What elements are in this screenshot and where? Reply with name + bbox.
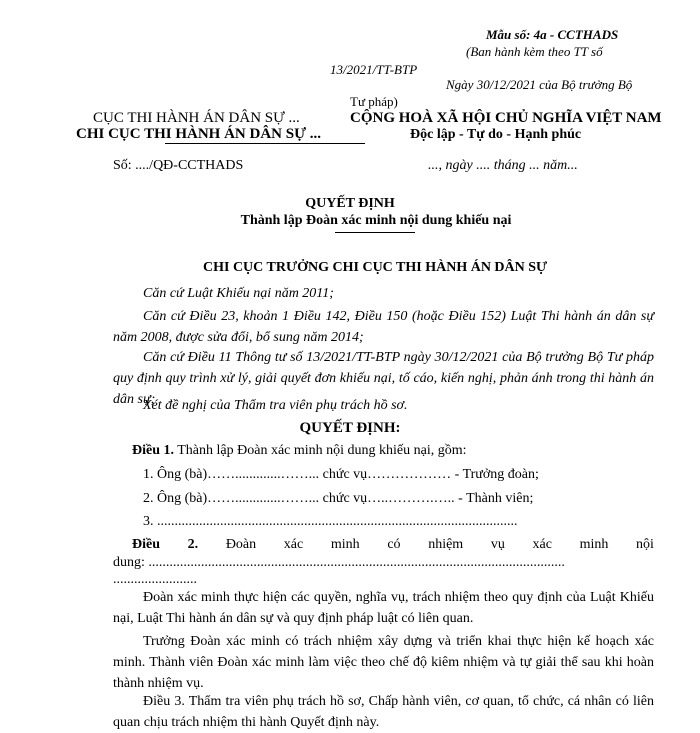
basis-4: Xét đề nghị của Thẩm tra viên phụ trách hồ sơ. — [143, 398, 408, 413]
subtitle-underline — [335, 232, 415, 233]
document-subtitle: Thành lập Đoàn xác minh nội dung khiếu nại — [240, 213, 512, 228]
document-title: QUYẾT ĐỊNH — [305, 196, 395, 211]
basis-2: Căn cứ Điều 23, khoản 1 Điều 142, Điều 150 (hoặc Điều 152) Luật Thi hành án dân sự năm 2008, được sửa đổi, bổ sung năm 2014; — [113, 309, 654, 345]
issuing-authority: CHI CỤC TRƯỞNG CHI CỤC THI HÀNH ÁN DÂN SỰ — [203, 260, 548, 275]
article-2-word: nội — [636, 537, 654, 552]
agency-line2: CHI CỤC THI HÀNH ÁN DÂN SỰ ... — [76, 126, 322, 142]
agency-underline — [165, 143, 365, 144]
article-2-word: minh — [330, 537, 360, 552]
article-2-line3: ........................ — [113, 572, 197, 587]
member-2: 2. Ông (bà)…….............……... chức vụ…..……….….. - Thành viên; — [143, 491, 534, 506]
issued-by-line2: Ngày 30/12/2021 của Bộ trưởng Bộ — [446, 77, 633, 92]
article-2-word: 2. — [187, 537, 199, 552]
form-number: Mẫu số: 4a - CCTHADS — [486, 27, 619, 42]
article-2-first-line — [132, 537, 654, 553]
agency-line1: CỤC THI HÀNH ÁN DÂN SỰ ... — [93, 110, 300, 126]
article-2-word: có — [387, 537, 401, 552]
decision-heading: QUYẾT ĐỊNH: — [299, 420, 401, 436]
national-title: CỘNG HOÀ XÃ HỘI CHỦ NGHĨA VIỆT NAM — [350, 110, 662, 126]
article-1 — [132, 443, 467, 459]
article-2-word: xác — [532, 537, 552, 552]
basis-1: Căn cứ Luật Khiếu nại năm 2011; — [143, 286, 334, 301]
article-2-word: Điều — [132, 537, 160, 552]
member-3: 3. ....................................................................................................... — [143, 514, 518, 529]
issued-by-line3: Tư pháp) — [350, 94, 398, 109]
article-1-text: Thành lập Đoàn xác minh nội dung khiếu nại, gồm: — [174, 443, 467, 458]
document-date: ..., ngày .... tháng ... năm... — [428, 158, 578, 173]
document-number: Số: ..../QĐ-CCTHADS — [113, 158, 244, 173]
article-2-word: Đoàn — [225, 537, 257, 552]
paragraph-1: Đoàn xác minh thực hiện các quyền, nghĩa vụ, trách nhiệm theo quy định của Luật Khiếu nại, Luật Thi hành án dân sự và quy định pháp luật có liên quan. — [113, 590, 654, 626]
article-2-word: nhiệm — [428, 537, 464, 552]
paragraph-3: Điều 3. Thẩm tra viên phụ trách hồ sơ, Chấp hành viên, cơ quan, tổ chức, cá nhân có liên quan chịu trách nhiệm thi hành Quyết định này. — [113, 694, 654, 730]
national-motto: Độc lập - Tự do - Hạnh phúc — [410, 127, 582, 142]
issued-by-line1: (Ban hành kèm theo TT số — [466, 44, 603, 59]
paragraph-2: Trưởng Đoàn xác minh có trách nhiệm xây dựng và triển khai thực hiện kế hoạch xác minh. Thành viên Đoàn xác minh làm việc theo chế độ kiêm nhiệm và tự giải thể sau khi hoàn thành nhiệm vụ. — [113, 634, 654, 691]
basis-3: Căn cứ Điều 11 Thông tư số 13/2021/TT-BTP ngày 30/12/2021 của Bộ trưởng Bộ Tư pháp quy định quy trình xử lý, giải quyết đơn khiếu nại, tố cáo, kiến nghị, phản ánh trong thi hành án dân sự; — [113, 350, 654, 407]
member-1: 1. Ông (bà)…….............……... chức vụ……………… - Trưởng đoàn; — [143, 467, 539, 482]
circular-number: 13/2021/TT-BTP — [330, 62, 418, 77]
article-2-word: vụ — [490, 537, 505, 552]
article-2-line2: dung: ....................................................................................................................... — [113, 555, 565, 570]
article-1-label: Điều 1. — [132, 443, 174, 458]
article-2-word: minh — [579, 537, 609, 552]
article-2-word: xác — [283, 537, 304, 552]
